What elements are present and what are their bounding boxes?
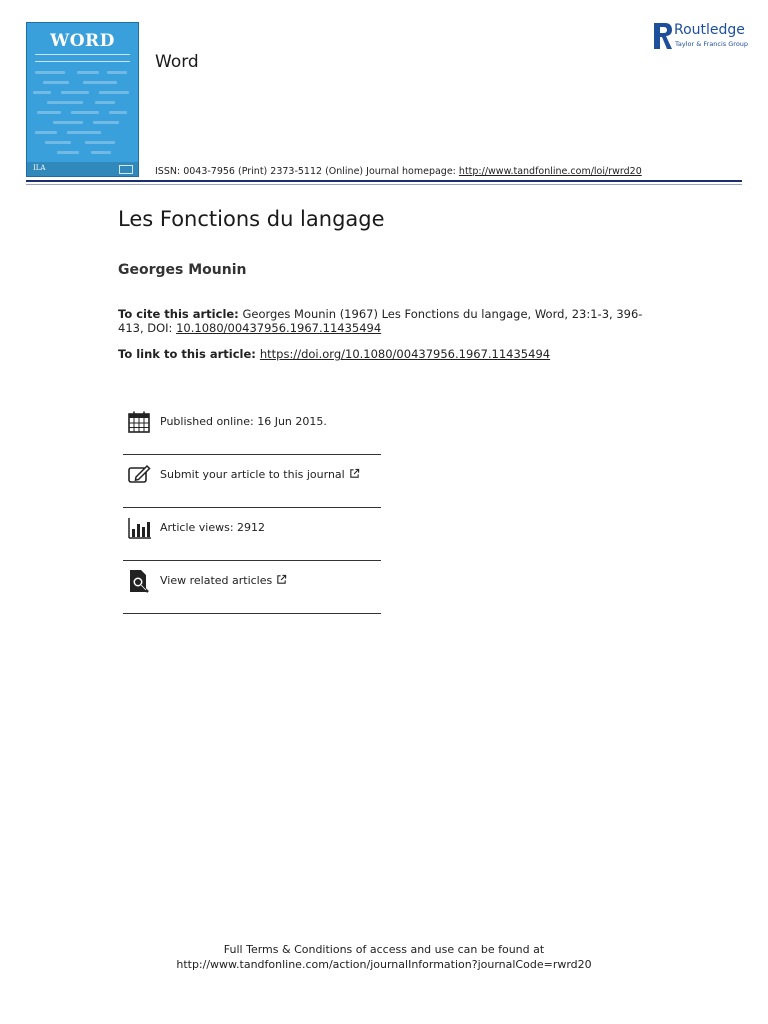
related-articles-link[interactable] [160, 574, 287, 587]
publisher-group: Taylor & Francis Group [675, 40, 749, 48]
cover-label: ILA [33, 164, 46, 172]
routledge-r-icon [653, 22, 673, 50]
cover-title: WORD [50, 31, 115, 51]
terms-line: Full Terms & Conditions of access and use can be found at [223, 943, 545, 956]
citation-block [118, 307, 648, 335]
article-views-item [123, 508, 381, 561]
document-search-icon [127, 569, 151, 593]
header-divider-thin [26, 184, 742, 185]
terms-url[interactable]: http://www.tandfonline.com/action/journalInformation?journalCode=rwrd20 [176, 958, 592, 971]
submit-article-item[interactable] [123, 455, 381, 508]
issn-text: ISSN: 0043-7956 (Print) 2373-5112 (Online) Journal homepage: [155, 166, 459, 177]
bar-chart-icon [127, 516, 151, 540]
journal-cover [26, 22, 139, 177]
journal-homepage-link[interactable]: http://www.tandfonline.com/loi/rwrd20 [458, 166, 642, 177]
article-info-list [123, 402, 381, 614]
article-views-text: Article views: 2912 [160, 521, 266, 534]
related-articles-text: View related articles [160, 574, 273, 587]
publisher-name: Routledge [674, 22, 745, 38]
journal-name: Word [155, 52, 199, 72]
cover-pattern [33, 67, 132, 156]
doi-link[interactable]: 10.1080/00437956.1967.11435494 [176, 321, 382, 335]
published-online-item [123, 402, 381, 455]
submit-article-link[interactable] [160, 468, 360, 481]
edit-icon [127, 463, 151, 487]
cover-subtitle-band [35, 54, 130, 62]
cite-text: Georges Mounin (1967) Les Fonctions du langage, Word, 23:1-3, 396-413, DOI: [118, 307, 643, 335]
issn-line [155, 166, 642, 177]
cover-publisher-mark [119, 165, 133, 174]
article-doi-url-link[interactable]: https://doi.org/10.1080/00437956.1967.11435494 [259, 347, 551, 361]
related-articles-item[interactable] [123, 561, 381, 614]
header-divider [26, 180, 742, 182]
article-title: Les Fonctions du langage [118, 207, 385, 231]
external-link-icon [349, 468, 360, 479]
article-link-block [118, 347, 550, 361]
terms-footer [0, 942, 768, 972]
link-label: To link to this article: [118, 347, 256, 361]
article-author: Georges Mounin [118, 262, 247, 278]
published-online-text: Published online: 16 Jun 2015. [160, 415, 327, 428]
calendar-icon [127, 410, 151, 434]
cite-label: To cite this article: [118, 307, 239, 321]
external-link-icon [276, 574, 287, 585]
submit-article-text: Submit your article to this journal [160, 468, 345, 481]
publisher-logo [653, 22, 748, 52]
cover-footer [27, 162, 138, 176]
